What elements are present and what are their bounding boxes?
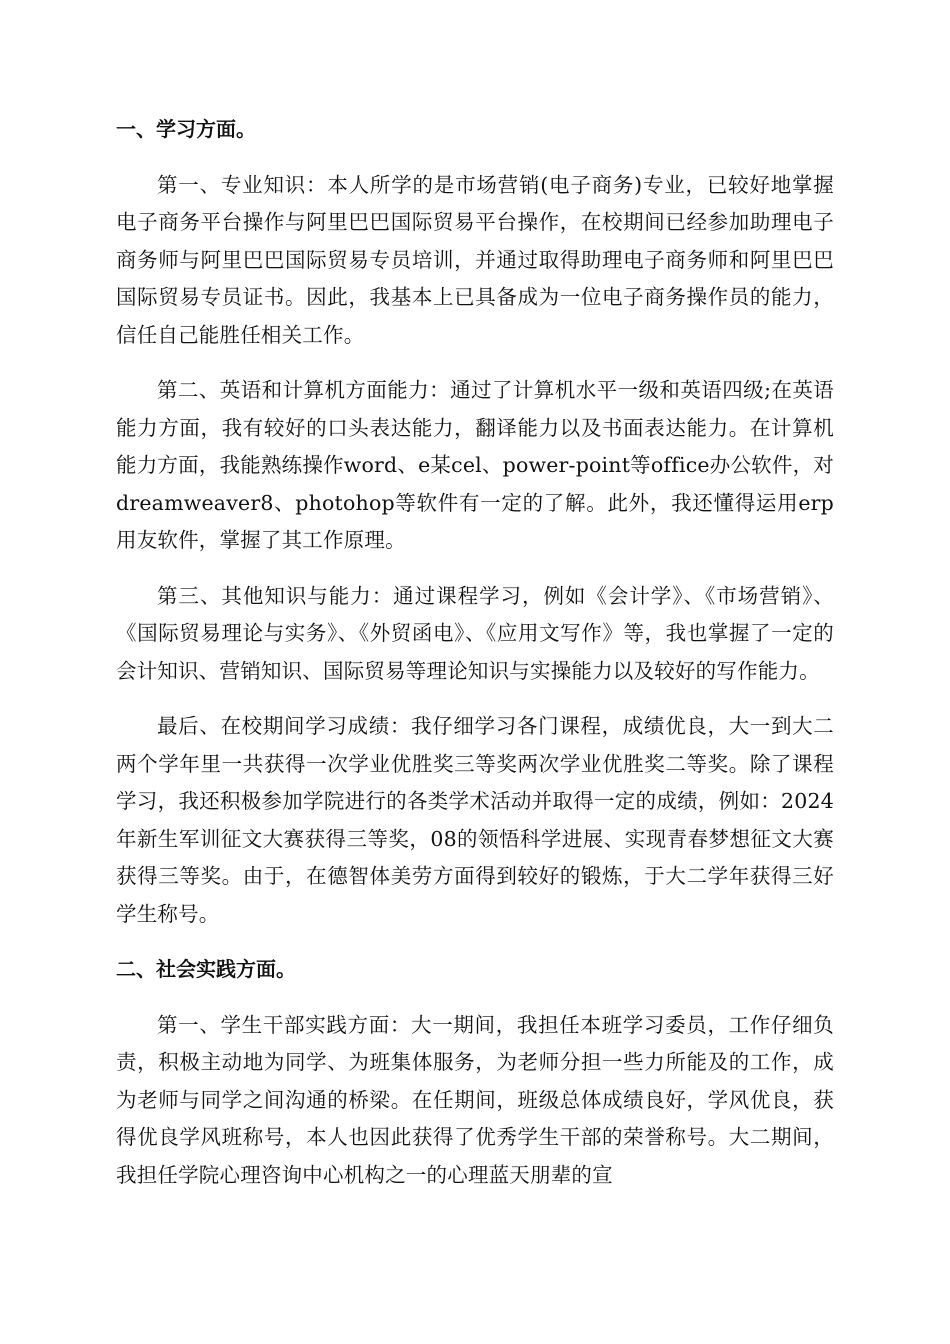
paragraph-student-cadre: 第一、学生干部实践方面：大一期间，我担任本班学习委员，工作仔细负责，积极主动地为同学、为班集体服务，为老师分担一些力所能及的工作，成为老师与同学之间沟通的桥梁。在任期间，班级总体成绩良好，学风优良，获得优良学风班称号，本人也因此获得了优秀学生干部的荣誉称号。大二期间，我担任学院心理咨询中心机构之一的心理蓝天朋辈的宣 xyxy=(116,1012,834,1187)
paragraph-professional-knowledge: 第一、专业知识：本人所学的是市场营销(电子商务)专业，已较好地掌握电子商务平台操作与阿里巴巴国际贸易平台操作，在校期间已经参加助理电子商务师与阿里巴巴国际贸易专员培训，并通过取得助理电子商务师和阿里巴巴国际贸易专员证书。因此，我基本上已具备成为一位电子商务操作员的能力，信任自己能胜任相关工作。 xyxy=(116,172,834,347)
paragraph-other-abilities: 第三、其他知识与能力：通过课程学习，例如《会计学》、《市场营销》、《国际贸易理论与实务》、《外贸函电》、《应用文写作》等，我也掌握了一定的会计知识、营销知识、国际贸易等理论知识与实操能力以及较好的写作能力。 xyxy=(116,583,834,683)
paragraph-english-computer: 第二、英语和计算机方面能力：通过了计算机水平一级和英语四级;在英语能力方面，我有较好的口头表达能力，翻译能力以及书面表达能力。在计算机能力方面，我能熟练操作word、e某cel、power-point等office办公软件，对dreamweaver8、photohop等软件有一定的了解。此外，我还懂得运用erp用友软件，掌握了其工作原理。 xyxy=(116,378,834,552)
section-heading-social-practice: 二、社会实践方面。 xyxy=(116,957,296,981)
paragraph-academic-results: 最后、在校期间学习成绩：我仔细学习各门课程，成绩优良，大一到大二两个学年里一共获得一次学业优胜奖三等奖两次学业优胜奖二等奖。除了课程学习，我还积极参加学院进行的各类学术活动并取得一定的成绩，例如：2024年新生军训征文大赛获得三等奖，08的领悟科学进展、实现青春梦想征文大赛获得三等奖。由于，在德智体美劳方面得到较好的锻炼，于大二学年获得三好学生称号。 xyxy=(116,714,834,926)
section-heading-study: 一、学习方面。 xyxy=(116,117,256,141)
document-page xyxy=(116,111,834,1212)
